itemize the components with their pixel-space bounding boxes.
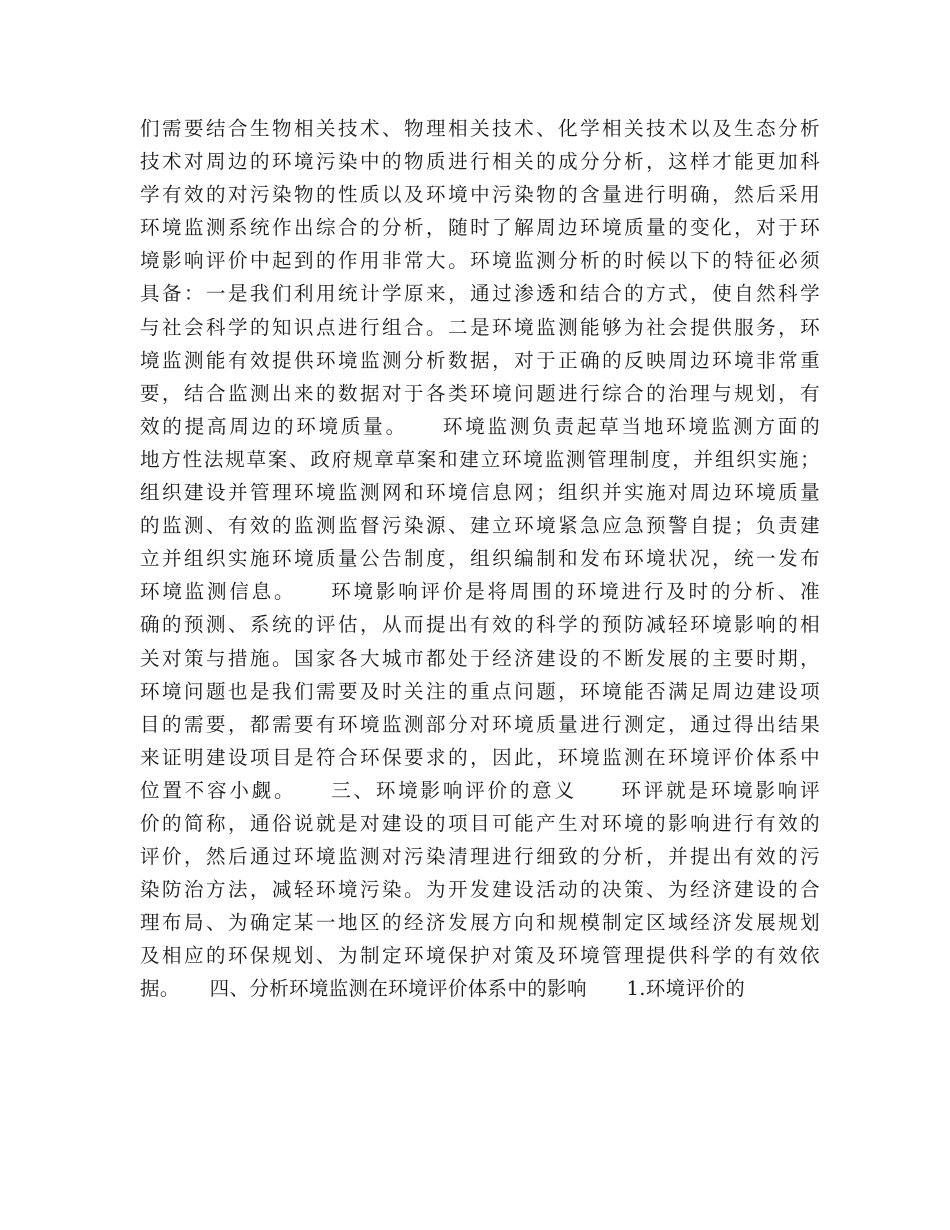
text-line: 位置不容小觑。 三、环境影响评价的意义 环评就是环境影响评 <box>140 778 820 802</box>
text-line: 确的预测、系统的评估，从而提出有效的科学的预防减轻环境影响的相 <box>140 613 820 637</box>
text-line: 价的简称，通俗说就是对建设的项目可能产生对环境的影响进行有效的 <box>140 811 820 835</box>
text-line: 环境监测系统作出综合的分析，随时了解周边环境质量的变化，对于环 <box>140 216 820 240</box>
text-line: 要，结合监测出来的数据对于各类环境问题进行综合的治理与规划，有 <box>140 381 820 405</box>
text-line: 境监测能有效提供环境监测分析数据，对于正确的反映周边环境非常重 <box>140 348 820 372</box>
text-line: 具备：一是我们利用统计学原来，通过渗透和结合的方式，使自然科学 <box>140 282 820 306</box>
text-line: 学有效的对污染物的性质以及环境中污染物的含量进行明确，然后采用 <box>140 183 820 207</box>
text-line: 目的需要，都需要有环境监测部分对环境质量进行测定，通过得出结果 <box>140 712 820 736</box>
text-line: 立并组织实施环境质量公告制度，组织编制和发布环境状况，统一发布 <box>140 547 820 571</box>
text-line: 组织建设并管理环境监测网和环境信息网；组织并实施对周边环境质量 <box>140 481 820 505</box>
text-line: 们需要结合生物相关技术、物理相关技术、化学相关技术以及生态分析 <box>140 117 820 140</box>
text-line: 境影响评价中起到的作用非常大。环境监测分析的时候以下的特征必须 <box>140 249 820 273</box>
text-line: 的监测、有效的监测监督污染源、建立环境紧急应急预警自提；负责建 <box>140 514 820 538</box>
text-line: 据。 四、分析环境监测在环境评价体系中的影响 1.环境评价的 <box>140 977 746 1001</box>
text-line: 环境问题也是我们需要及时关注的重点问题，环境能否满足周边建设项 <box>140 679 820 703</box>
text-line: 效的提高周边的环境质量。 环境监测负责起草当地环境监测方面的 <box>140 414 820 438</box>
text-line: 地方性法规草案、政府规章草案和建立环境监测管理制度，并组织实施； <box>140 447 820 471</box>
text-line: 评价，然后通过环境监测对污染清理进行细致的分析，并提出有效的污 <box>140 845 820 869</box>
text-line: 及相应的环保规划、为制定环境保护对策及环境管理提供科学的有效依 <box>140 944 820 968</box>
text-line: 关对策与措施。国家各大城市都处于经济建设的不断发展的主要时期， <box>140 646 820 670</box>
text-line: 环境监测信息。 环境影响评价是将周围的环境进行及时的分析、准 <box>140 580 820 604</box>
body-text <box>140 112 820 1006</box>
text-line: 技术对周边的环境污染中的物质进行相关的成分分析，这样才能更加科 <box>140 150 820 174</box>
text-line: 理布局、为确定某一地区的经济发展方向和规模制定区域经济发展规划 <box>140 911 820 935</box>
text-line: 与社会科学的知识点进行组合。二是环境监测能够为社会提供服务，环 <box>140 315 820 339</box>
text-line: 来证明建设项目是符合环保要求的，因此，环境监测在环境评价体系中 <box>140 745 820 769</box>
text-line: 染防治方法，减轻环境污染。为开发建设活动的决策、为经济建设的合 <box>140 878 820 902</box>
